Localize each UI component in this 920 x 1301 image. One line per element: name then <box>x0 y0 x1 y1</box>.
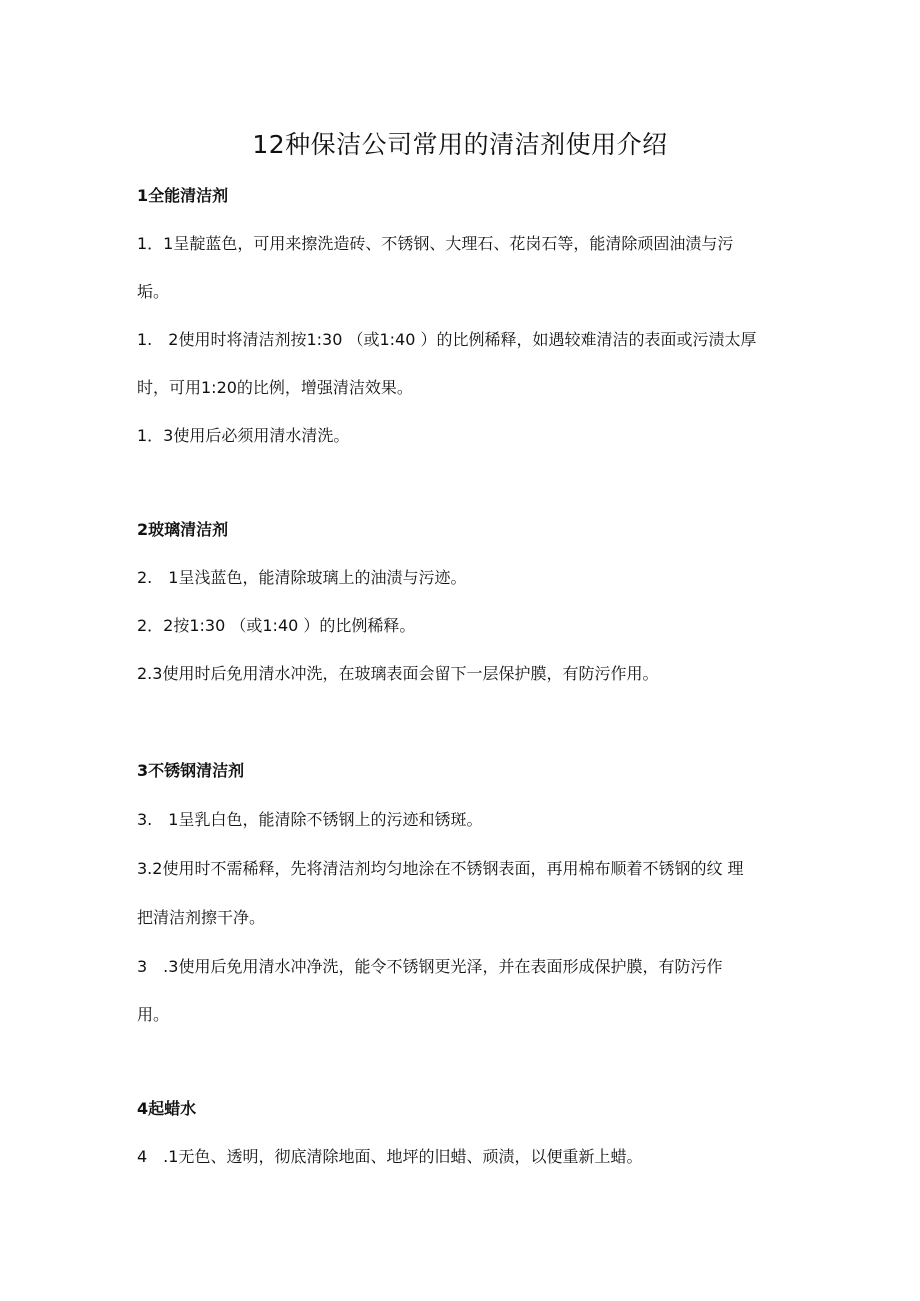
section-4-line-1: 4 .1无色、透明，彻底清除地面、地坪的旧蜡、顽渍，以便重新上蜡。 <box>137 1147 643 1166</box>
section-1-line-4: 时，可用1:20的比例，增强清洁效果。 <box>137 378 413 397</box>
section-3-line-5: 用。 <box>137 1005 170 1024</box>
section-3-line-2: 3.2使用时不需稀释，先将清洁剂均匀地涂在不锈钢表面，再用棉布顺着不锈钢的纹 理 <box>137 859 744 878</box>
section-1-line-5: 1．3使用后必须用清水清洗。 <box>137 426 350 445</box>
section-heading-4: 4起蜡水 <box>137 1099 197 1118</box>
section-3-line-4: 3 .3使用后免用清水冲净洗，能令不锈钢更光泽，并在表面形成保护膜，有防污作 <box>137 957 723 976</box>
section-heading-1: 1全能清洁剂 <box>137 186 229 205</box>
section-2-line-3: 2.3使用时后免用清水冲洗，在玻璃表面会留下一层保护膜，有防污作用。 <box>137 664 659 683</box>
section-1-line-1: 1．1呈靛蓝色，可用来擦洗造砖、不锈钢、大理石、花岗石等，能清除顽固油渍与污 <box>137 234 734 253</box>
section-3-line-1: 3. 1呈乳白色，能清除不锈钢上的污迹和锈斑。 <box>137 810 483 829</box>
section-heading-2: 2玻璃清洁剂 <box>137 520 229 539</box>
section-2-line-2: 2．2按1:30 （或1:40 ）的比例稀释。 <box>137 616 416 635</box>
section-heading-3: 3不锈钢清洁剂 <box>137 761 245 780</box>
section-1-line-2: 垢。 <box>137 282 170 301</box>
document-title: 12种保洁公司常用的清洁剂使用介绍 <box>252 130 668 159</box>
section-2-line-1: 2. 1呈浅蓝色，能清除玻璃上的油渍与污迹。 <box>137 568 467 587</box>
section-3-line-3: 把清洁剂擦干净。 <box>137 908 266 927</box>
section-1-line-3: 1. 2使用时将清洁剂按1:30 （或1:40 ）的比例稀释，如遇较难清洁的表面或污渍太厚 <box>137 330 757 349</box>
